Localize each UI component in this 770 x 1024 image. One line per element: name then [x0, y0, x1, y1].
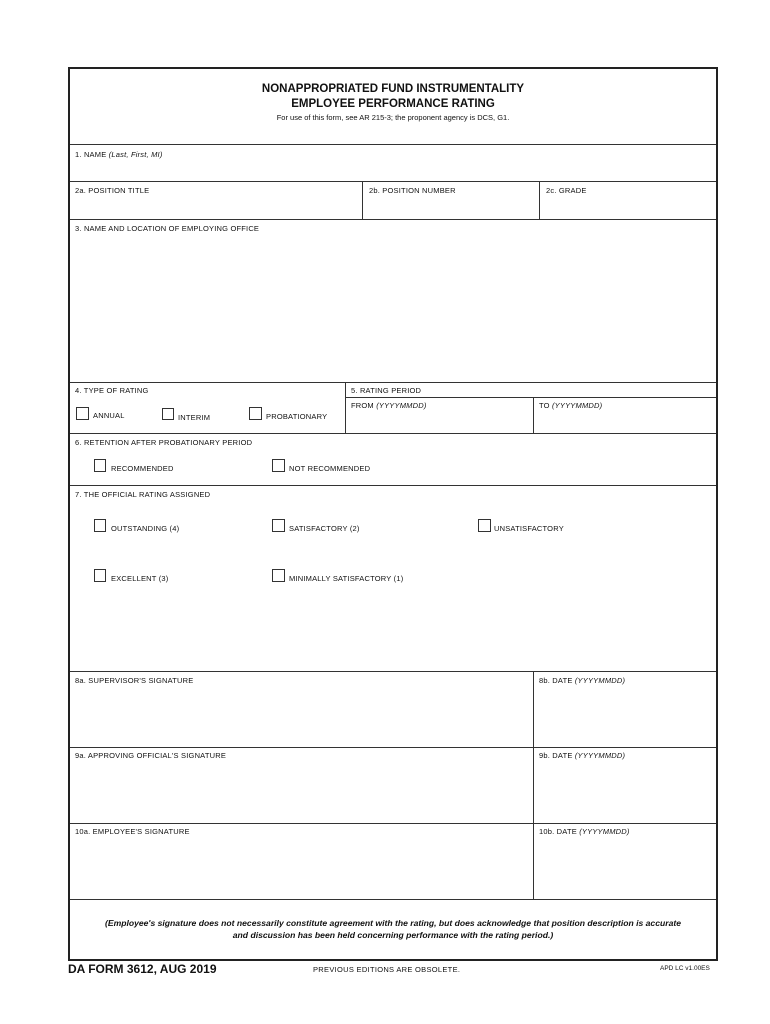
from-date-field[interactable]: [351, 401, 427, 410]
interim-checkbox[interactable]: [162, 408, 174, 420]
excellent-checkbox[interactable]: [94, 569, 106, 582]
divider: [70, 433, 716, 434]
excellent-label: EXCELLENT (3): [111, 574, 169, 583]
position-number-field[interactable]: 2b. POSITION NUMBER: [369, 186, 456, 195]
annual-checkbox[interactable]: [76, 407, 89, 420]
divider: [533, 671, 534, 899]
form-subtitle: For use of this form, see AR 215-3; the proponent agency is DCS, G1.: [276, 113, 510, 122]
supervisor-date-hint: (YYYYMMDD): [574, 676, 626, 685]
supervisor-date-label: 8b. DATE: [539, 676, 573, 685]
form-title-line2: EMPLOYEE PERFORMANCE RATING: [291, 98, 495, 110]
divider: [345, 397, 716, 398]
to-hint: (YYYYMMDD): [551, 401, 603, 410]
retention-label: 6. RETENTION AFTER PROBATIONARY PERIOD: [75, 438, 253, 447]
acknowledgement-note: (Employee's signature does not necessarily constitute agreement with the rating, but does acknowledge that position description is accurate and discussion has been held concerning performance with the rating period.): [104, 918, 682, 940]
divider: [70, 671, 716, 672]
divider: [70, 219, 716, 220]
recommended-checkbox[interactable]: [94, 459, 106, 472]
unsatisfactory-checkbox[interactable]: [478, 519, 491, 532]
version-label: APD LC v1.00ES: [660, 965, 710, 972]
employee-signature-field[interactable]: 10a. EMPLOYEE'S SIGNATURE: [75, 827, 190, 836]
not-recommended-label: NOT RECOMMENDED: [289, 464, 371, 473]
divider: [533, 397, 534, 433]
outstanding-checkbox[interactable]: [94, 519, 106, 532]
name-hint: (Last, First, MI): [108, 150, 163, 159]
name-label: 1. NAME: [75, 150, 107, 159]
position-title-field[interactable]: 2a. POSITION TITLE: [75, 186, 150, 195]
employee-date-field[interactable]: [539, 827, 630, 836]
satisfactory-checkbox[interactable]: [272, 519, 285, 532]
approving-date-field[interactable]: [539, 751, 625, 760]
divider: [70, 382, 716, 383]
employee-date-label: 10b. DATE: [539, 827, 577, 836]
minimally-satisfactory-checkbox[interactable]: [272, 569, 285, 582]
probationary-label: PROBATIONARY: [266, 412, 328, 421]
to-date-field[interactable]: [539, 401, 602, 410]
divider: [70, 823, 716, 824]
recommended-label: RECOMMENDED: [111, 464, 174, 473]
type-of-rating-label: 4. TYPE OF RATING: [75, 386, 149, 395]
divider: [70, 144, 716, 145]
divider: [362, 181, 363, 219]
divider: [539, 181, 540, 219]
from-hint: (YYYYMMDD): [376, 401, 427, 410]
employing-office-field[interactable]: 3. NAME AND LOCATION OF EMPLOYING OFFICE: [75, 224, 260, 233]
outstanding-label: OUTSTANDING (4): [111, 524, 180, 533]
performance-rating-form: [68, 67, 718, 961]
rating-period-label: 5. RATING PERIOD: [351, 386, 422, 395]
employee-date-hint: (YYYYMMDD): [579, 827, 630, 836]
minimally-satisfactory-label: MINIMALLY SATISFACTORY (1): [289, 574, 404, 583]
not-recommended-checkbox[interactable]: [272, 459, 285, 472]
approving-date-hint: (YYYYMMDD): [574, 751, 626, 760]
approving-signature-field[interactable]: 9a. APPROVING OFFICIAL'S SIGNATURE: [75, 751, 227, 760]
divider: [70, 747, 716, 748]
unsatisfactory-label: UNSATISFACTORY: [494, 524, 564, 533]
form-id: DA FORM 3612, AUG 2019: [68, 962, 217, 976]
editions-notice: PREVIOUS EDITIONS ARE OBSOLETE.: [313, 965, 461, 974]
divider: [70, 485, 716, 486]
to-label: TO: [539, 401, 550, 410]
official-rating-label: 7. THE OFFICIAL RATING ASSIGNED: [75, 490, 211, 499]
supervisor-signature-field[interactable]: 8a. SUPERVISOR'S SIGNATURE: [75, 676, 194, 685]
divider: [345, 382, 346, 433]
form-title-line1: NONAPPROPRIATED FUND INSTRUMENTALITY: [261, 83, 525, 95]
interim-label: INTERIM: [178, 413, 211, 422]
probationary-checkbox[interactable]: [249, 407, 262, 420]
divider: [70, 181, 716, 182]
supervisor-date-field[interactable]: [539, 676, 625, 685]
name-field[interactable]: [75, 150, 163, 159]
satisfactory-label: SATISFACTORY (2): [289, 524, 360, 533]
grade-field[interactable]: 2c. GRADE: [546, 186, 587, 195]
annual-label: ANNUAL: [93, 411, 125, 420]
divider: [70, 899, 716, 900]
approving-date-label: 9b. DATE: [539, 751, 573, 760]
from-label: FROM: [351, 401, 374, 410]
